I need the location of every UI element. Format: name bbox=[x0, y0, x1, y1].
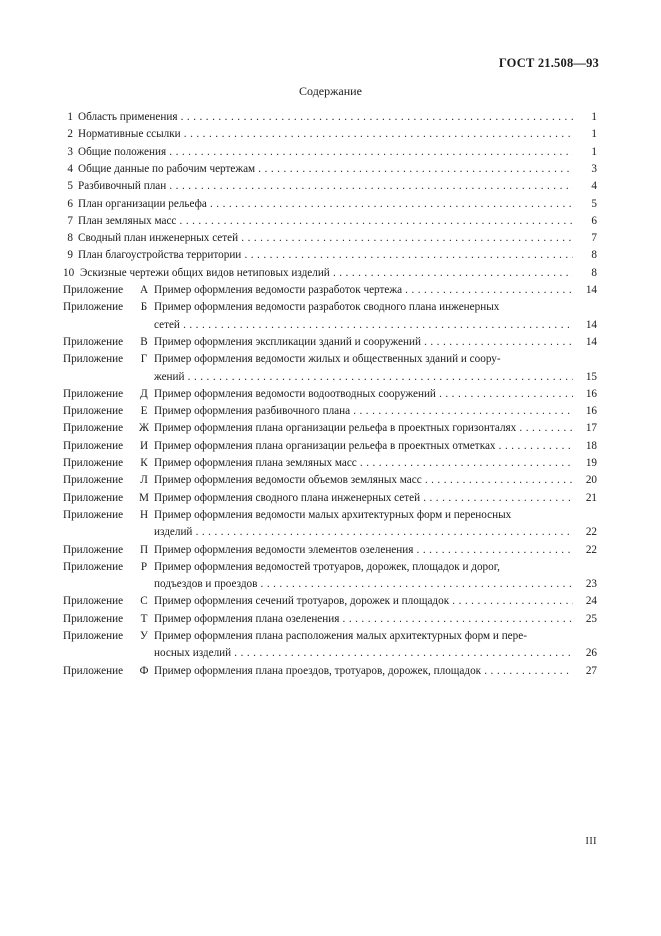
toc-entry-number: 7 bbox=[67, 214, 73, 227]
appendix-label: Приложение bbox=[63, 508, 124, 521]
toc-appendix-entry bbox=[63, 472, 597, 488]
appendix-letter: И bbox=[139, 439, 149, 452]
toc-entry-page: 19 bbox=[585, 457, 597, 469]
appendix-label: Приложение bbox=[63, 595, 124, 608]
appendix-label: Приложение bbox=[63, 301, 124, 314]
appendix-letter: Р bbox=[140, 560, 148, 573]
appendix-letter: Б bbox=[140, 301, 148, 314]
appendix-label: Приложение bbox=[63, 474, 124, 487]
toc-entry bbox=[63, 265, 597, 281]
appendix-letter: Д bbox=[140, 387, 148, 400]
appendix-letter: К bbox=[140, 457, 148, 469]
appendix-letter: Н bbox=[139, 508, 149, 521]
toc-title: Содержание bbox=[299, 84, 362, 98]
toc-entry-page: 14 bbox=[585, 335, 597, 348]
appendix-title: Пример оформления сводного плана инженерных сетей . . . bbox=[154, 490, 573, 506]
appendix-letter: Л bbox=[140, 474, 148, 487]
appendix-label: Приложение bbox=[63, 612, 124, 625]
appendix-letter: Е bbox=[140, 405, 148, 418]
appendix-letter: П bbox=[139, 543, 149, 556]
appendix-title: Пример оформления экспликации зданий и сооружений . . . bbox=[154, 334, 573, 350]
appendix-label: Приложение bbox=[63, 457, 124, 469]
toc-entry-title: Нормативные ссылки . . . bbox=[78, 126, 573, 142]
appendix-title: Пример оформления сечений тротуаров, дорожек и площадок . . . bbox=[154, 593, 573, 609]
toc-entry-page: 15 bbox=[585, 370, 597, 383]
page-number: III bbox=[585, 836, 597, 847]
toc-appendix-continuation bbox=[63, 645, 597, 661]
toc-entry bbox=[63, 109, 597, 125]
appendix-label: Приложение bbox=[63, 543, 124, 556]
toc-entry bbox=[63, 230, 597, 246]
toc-appendix-continuation bbox=[63, 524, 597, 540]
appendix-title: Пример оформления плана озеленения . . . bbox=[154, 611, 573, 627]
toc-entry-page: 23 bbox=[585, 578, 597, 591]
appendix-label: Приложение bbox=[63, 353, 124, 366]
toc-entry-number: 10 bbox=[63, 266, 75, 279]
toc-entry-page: 4 bbox=[591, 180, 597, 193]
toc-entry-title: Сводный план инженерных сетей . . . bbox=[78, 230, 573, 246]
appendix-letter: С bbox=[140, 595, 148, 608]
appendix-title: Пример оформления ведомости объемов земляных масс . . . bbox=[154, 472, 573, 488]
toc-entry-page: 3 bbox=[591, 162, 597, 175]
appendix-title-continued: сетей . . . bbox=[154, 317, 573, 333]
toc-entry-title: План организации рельефа . . . bbox=[78, 196, 573, 212]
toc-entry bbox=[63, 213, 597, 229]
appendix-title: Пример оформления плана земляных масс . . . bbox=[154, 455, 573, 471]
toc-entry-page: 17 bbox=[585, 422, 597, 435]
toc-entry-page: 6 bbox=[591, 214, 597, 227]
toc-entry-page: 8 bbox=[591, 266, 597, 279]
toc-entry-page: 22 bbox=[585, 543, 597, 556]
appendix-letter: У bbox=[140, 630, 148, 642]
appendix-letter: Ф bbox=[139, 664, 149, 677]
toc-appendix-entry bbox=[63, 334, 597, 350]
toc-appendix-entry bbox=[63, 663, 597, 679]
toc-entry bbox=[63, 161, 597, 177]
appendix-label: Приложение bbox=[63, 664, 124, 677]
appendix-letter: А bbox=[139, 284, 149, 296]
toc-entry-page: 26 bbox=[585, 647, 597, 660]
toc-entry-number: 1 bbox=[67, 111, 73, 123]
appendix-title-continued: изделий . . . bbox=[154, 524, 573, 540]
appendix-letter: Г bbox=[140, 353, 148, 366]
toc-appendix-entry bbox=[63, 420, 597, 436]
toc-appendix-entry bbox=[63, 386, 597, 402]
toc-appendix-entry bbox=[63, 542, 597, 558]
document-code: ГОСТ 21.508—93 bbox=[498, 56, 599, 70]
appendix-label: Приложение bbox=[63, 387, 124, 400]
toc-entry-page: 1 bbox=[591, 128, 597, 141]
toc-entry-number: 4 bbox=[67, 162, 73, 175]
toc-appendix-entry bbox=[63, 282, 597, 298]
toc-entry-title: Эскизные чертежи общих видов нетиповых изделий . . . bbox=[80, 265, 573, 281]
appendix-letter: В bbox=[140, 335, 148, 348]
appendix-letter: Ж bbox=[138, 422, 150, 435]
appendix-title-continued: жений . . . bbox=[154, 369, 573, 385]
toc-appendix-entry bbox=[63, 559, 597, 575]
toc-appendix-entry bbox=[63, 628, 597, 644]
appendix-label: Приложение bbox=[63, 630, 124, 642]
toc-entry-page: 14 bbox=[585, 318, 597, 331]
toc-appendix-continuation bbox=[63, 317, 597, 333]
toc-appendix-entry bbox=[63, 438, 597, 454]
toc-entry bbox=[63, 247, 597, 263]
toc-entry bbox=[63, 196, 597, 212]
toc-appendix-entry bbox=[63, 299, 597, 315]
toc-entry-title: Общие данные по рабочим чертежам . . . bbox=[78, 161, 573, 177]
toc-entry-page: 18 bbox=[585, 439, 597, 452]
appendix-title: Пример оформления ведомости элементов озеленения . . . bbox=[154, 542, 573, 558]
toc-entry-title: План благоустройства территории . . . bbox=[78, 247, 573, 263]
appendix-title: Пример оформления плана организации рельефа в проектных горизонталях . . . bbox=[154, 420, 573, 436]
appendix-title: Пример оформления ведомости водоотводных сооружений . . . bbox=[154, 386, 573, 402]
toc-entry-number: 9 bbox=[67, 249, 73, 262]
toc-entry-page: 14 bbox=[585, 284, 597, 296]
toc-appendix-entry bbox=[63, 611, 597, 627]
toc-entry-title: План земляных масс . . . bbox=[78, 213, 573, 229]
appendix-label: Приложение bbox=[63, 284, 124, 296]
appendix-title-continued: подъездов и проездов . . . bbox=[154, 576, 573, 592]
appendix-label: Приложение bbox=[63, 439, 124, 452]
toc-entry-page: 22 bbox=[585, 526, 597, 539]
appendix-letter: Т bbox=[140, 612, 148, 625]
toc-entry-page: 1 bbox=[591, 145, 597, 158]
appendix-title: Пример оформления ведомости жилых и общественных зданий и соору- bbox=[154, 353, 501, 366]
toc-entry-page: 1 bbox=[591, 111, 597, 123]
toc-entry-page: 20 bbox=[585, 474, 597, 487]
toc-appendix-continuation bbox=[63, 369, 597, 385]
toc-entry-page: 8 bbox=[591, 249, 597, 262]
appendix-label: Приложение bbox=[63, 422, 124, 435]
appendix-label: Приложение bbox=[63, 560, 124, 573]
toc-entry-page: 7 bbox=[591, 232, 597, 245]
toc-entry-title: Общие положения . . . bbox=[78, 144, 573, 160]
toc-appendix-entry bbox=[63, 351, 597, 367]
toc-entry-number: 8 bbox=[67, 232, 73, 245]
appendix-title: Пример оформления ведомости разработок сводного плана инженерных bbox=[154, 301, 500, 314]
toc-entry bbox=[63, 178, 597, 194]
appendix-label: Приложение bbox=[63, 491, 124, 504]
toc-entry bbox=[63, 144, 597, 160]
toc-appendix-entry bbox=[63, 455, 597, 471]
toc-appendix-entry bbox=[63, 490, 597, 506]
appendix-title: Пример оформления плана расположения малых архитектурных форм и пере- bbox=[154, 630, 527, 642]
appendix-title: Пример оформления ведомости малых архитектурных форм и переносных bbox=[154, 508, 512, 521]
appendix-label: Приложение bbox=[63, 335, 124, 348]
toc-appendix-continuation bbox=[63, 576, 597, 592]
appendix-title: Пример оформления ведомостей тротуаров, дорожек, площадок и дорог, bbox=[154, 560, 500, 573]
toc-entry-page: 21 bbox=[585, 491, 597, 504]
toc-appendix-entry bbox=[63, 507, 597, 523]
toc-entry-number: 5 bbox=[67, 180, 73, 193]
toc-appendix-entry bbox=[63, 403, 597, 419]
toc-appendix-entry bbox=[63, 593, 597, 609]
toc-entry-page: 16 bbox=[585, 387, 597, 400]
toc-entry bbox=[63, 126, 597, 142]
toc-entry-page: 25 bbox=[585, 612, 597, 625]
appendix-label: Приложение bbox=[63, 405, 124, 418]
appendix-letter: М bbox=[139, 491, 149, 504]
toc-entry-title: Разбивочный план . . . bbox=[78, 178, 573, 194]
appendix-title: Пример оформления плана проездов, тротуаров, дорожек, площадок . . . bbox=[154, 663, 573, 679]
toc-entry-number: 6 bbox=[67, 197, 73, 210]
toc-entry-title: Область применения . . . bbox=[78, 109, 573, 125]
toc-entry-page: 5 bbox=[591, 197, 597, 210]
toc-entry-number: 3 bbox=[67, 145, 73, 158]
toc-entry-page: 24 bbox=[585, 595, 597, 608]
appendix-title: Пример оформления разбивочного плана . . . bbox=[154, 403, 573, 419]
appendix-title: Пример оформления плана организации рельефа в проектных отметках . . . bbox=[154, 438, 573, 454]
toc-entry-page: 27 bbox=[585, 664, 597, 677]
toc-entry-page: 16 bbox=[585, 405, 597, 418]
appendix-title: Пример оформления ведомости разработок чертежа . . . bbox=[154, 282, 573, 298]
toc-entry-number: 2 bbox=[67, 128, 73, 141]
appendix-title-continued: носных изделий . . . bbox=[154, 645, 573, 661]
